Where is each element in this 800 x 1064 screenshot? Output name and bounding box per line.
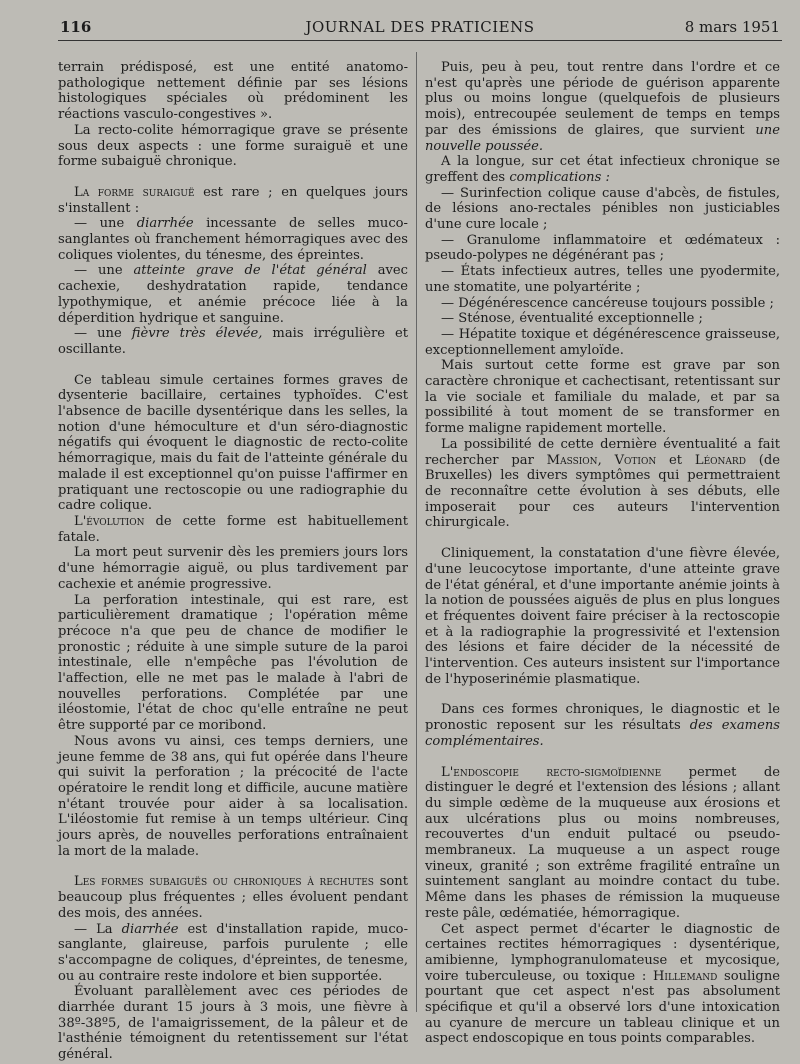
list-item: — Dégénérescence cancéreuse toujours possible ;: [441, 295, 774, 311]
section-heading: L'évolution: [74, 513, 145, 529]
header-rule: [58, 40, 782, 41]
list-item: — Surinfection colique cause d'abcès, de fistules, de lésions ano-rectales pénibles non justiciables d'une cure locale ;: [425, 185, 780, 233]
paragraph: L'évolution de cette forme est habituellement fatale.: [58, 513, 408, 545]
list-item: — Sténose, éventualité exceptionnelle ;: [441, 311, 703, 327]
paragraph: La mort peut survenir dès les premiers jours lors d'une hémorragie aiguë, ou plus tardivement par cachexie et anémie progressive.: [58, 545, 408, 592]
right-column: [425, 60, 780, 1047]
journal-title: JOURNAL DES PRATICIENS: [305, 18, 535, 36]
paragraph: Mais surtout cette forme est grave par son caractère chronique et cachectisant, retentissant sur la vie sociale et familiale du malade, et par sa possibilité à tout moment de se transformer en forme maligne rapidement mortelle.: [425, 358, 780, 437]
paragraph: A la longue, sur cet état infectieux chronique se greffent des complications :: [425, 154, 780, 185]
author-name: Hillemand: [652, 968, 718, 984]
section-heading: La forme suraiguë: [74, 184, 195, 200]
paragraph: Nous avons vu ainsi, ces temps derniers, une jeune femme de 38 ans, qui fut opérée dans l'heure qui suivit la perforation ; la précocité de l'acte opératoire le rendit long et difficile, aucune matière n'étant trouvée pour aider à sa localisation. L'iléostomie fut remise à un temps ultérieur. Cinq jours après, de nouvelles perforations entraînaient la mort de la malade.: [58, 733, 408, 859]
list-item: — Hépatite toxique et dégénérescence graisseuse, exceptionnellement amyloïde.: [425, 326, 780, 358]
issue-date: 8 mars 1951: [684, 18, 780, 36]
paragraph: La perforation intestinale, qui est rare, est particulièrement dramatique ; l'opération même précoce n'a que peu de chance de modifier le pronostic ; réduite à une simple suture de la paroi intestinale, elle n'empêche pas l'évolution de l'affection, elle ne met pas le malade à l'abri de nouvelles perforations. Complétée par une iléostomie, l'état de choc qu'elle entraîne ne peut être supporté par ce moribond.: [58, 592, 408, 734]
list-item: — La diarrhée est d'installation rapide, muco-sanglante, glaireuse, parfois purulente ; elle s'accompagne de coliques, d'épreintes, de tenesme, ou au contraire reste indolore et bien supportée.: [58, 921, 408, 984]
paragraph: La possibilité de cette dernière éventualité a fait rechercher par Massion, Votion et Léonard (de Bruxelles) les divers symptômes qui permettraient de reconnaître cette évolution à ses débuts, elle imposerait pour ces auteurs l'intervention chirurgicale.: [425, 436, 780, 531]
author-name: Votion: [614, 452, 657, 468]
paragraph: Les formes subaiguës ou chroniques à rechutes sont beaucoup plus fréquentes ; elles évoluent pendant des mois, des années.: [58, 874, 408, 921]
paragraph: L'endoscopie recto-sigmoïdienne permet de distinguer le degré et l'extension des lésions ; allant du simple œdème de la muqueuse aux érosions et aux ulcérations plus ou moins nombreuses, recouvertes d'un enduit pultacé ou pseudo-membraneux. La muqueuse a un aspect rouge vineux, granité ; son extrême fragilité entraîne un suintement sanglant au moindre contact du tube. Même dans les phases de rémission la muqueuse reste pâle, œdématiée, hémorragique.: [425, 764, 780, 921]
paragraph: Puis, peu à peu, tout rentre dans l'ordre et ce n'est qu'après une période de guérison apparente plus ou moins longue (quelquefois de plusieurs mois), entrecoupée seulement de temps en temps par des émissions de glaires, que survient une nouvelle poussée.: [425, 60, 780, 154]
column-divider: [416, 52, 417, 1012]
paragraph: La forme suraiguë est rare ; en quelques jours s'installent :: [58, 184, 408, 216]
list-item: — une atteinte grave de l'état général avec cachexie, deshydratation rapide, tendance lypothymique, et anémie précoce liée à la déperdition hydrique et sanguine.: [58, 263, 409, 326]
paragraph: Ce tableau simule certaines formes graves de dysenterie bacillaire, certaines typhoïdes. C'est l'absence de bacille dysentérique dans les selles, la notion d'une hémoculture et d'un séro-diagnostic négatifs qui évoquent le diagnostic de recto-colite hémorragique, mais du fait de l'atteinte générale du malade il est exceptionnel qu'on puisse l'affirmer en pratiquant une rectoscopie ou une radiographie du cadre colique.: [58, 372, 408, 514]
section-heading: Les formes subaiguës ou chroniques à rechutes: [74, 874, 374, 890]
author-name: Léonard: [694, 452, 746, 468]
page-number: 116: [60, 18, 92, 36]
running-header: [60, 16, 780, 38]
author-name: Massion: [546, 452, 598, 468]
list-item: — Granulome inflammatoire et œdémateux : pseudo-polypes ne dégénérant pas ;: [425, 232, 780, 264]
paragraph: Cliniquement, la constatation d'une fièvre élevée, d'une leucocytose importante, d'une atteinte grave de l'état général, et d'une importante anémie joints à la notion de poussées aiguës de plus en plus longues et fréquentes doivent faire préciser à la rectoscopie et à la radiographie la progressivité et l'extension des lésions et faire décider de la nécessité de l'intervention. Ces auteurs insistent sur l'importance de l'hyposerinémie plasmatique.: [425, 546, 780, 687]
left-column: [58, 60, 408, 1063]
list-item: — une fièvre très élevée, mais irrégulière et oscillante.: [58, 326, 408, 357]
paragraph: La recto-colite hémorragique grave se présente sous deux aspects : une forme suraiguë et une forme subaiguë chronique.: [58, 122, 408, 170]
section-heading: L'endoscopie recto-sigmoïdienne: [441, 764, 662, 780]
list-item: — une diarrhée incessante de selles muco-sanglantes où franchement hémorragiques avec des coliques violentes, du ténesme, des épreintes.: [58, 216, 408, 263]
paragraph: terrain prédisposé, est une entité anatomo-pathologique nettement définie par ses lésions histologiques spéciales où prédominent les réactions vasculo-congestives ».: [58, 60, 408, 123]
paragraph: Dans ces formes chroniques, le diagnostic et le pronostic reposent sur les résultats des examens complémentaires.: [425, 702, 780, 749]
paragraph: Évoluant parallèlement avec ces périodes de diarrhée durant 15 jours à 3 mois, une fièvre à 38º-38º5, de l'amaigrissement, de la pâleur et de l'asthénie témoignent du retentissement sur l'état général.: [58, 984, 408, 1063]
list-item: — États infectieux autres, telles une pyodermite, une stomatite, une polyartérite ;: [425, 264, 780, 295]
paragraph: Cet aspect permet d'écarter le diagnostic de certaines rectites hémorragiques : dysentérique, amibienne, lymphogranulomateuse et mycosique, voire tuberculeuse, ou toxique : Hillemand souligne pourtant que cet aspect n'est pas absolument spécifique et qu'il a observé lors d'une intoxication au cyanure de mercure un tableau clinique et un aspect endoscopique en tous points comparables.: [425, 921, 780, 1047]
